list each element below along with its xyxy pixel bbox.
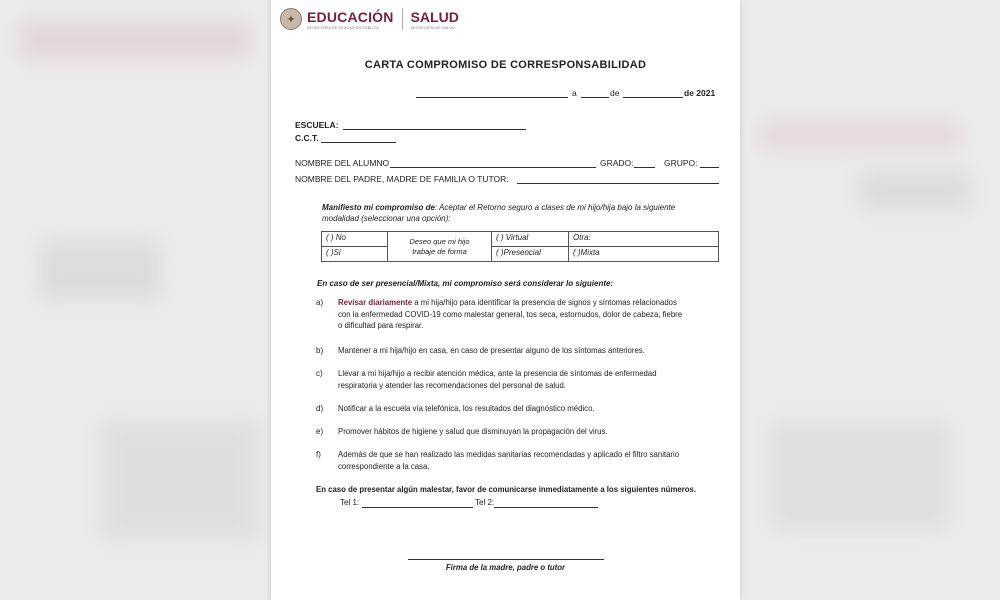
grupo-field[interactable] xyxy=(700,157,719,168)
item-letter: f) xyxy=(316,450,321,459)
item-letter: c) xyxy=(316,369,323,378)
item-highlight: Revisar diariamente xyxy=(338,298,413,307)
item-letter: b) xyxy=(316,346,324,355)
blurred-background-shape xyxy=(40,240,160,300)
manifiesto-rest: : Aceptar el Retorno seguro a clases de mi hijo/hija bajo la siguiente xyxy=(434,203,676,212)
considerar-heading: En caso de ser presencial/Mixta, mi compromiso será considerar lo siguiente: xyxy=(317,279,614,288)
date-a-label: a xyxy=(572,88,577,98)
item-text xyxy=(338,449,723,472)
escuela-field[interactable] xyxy=(343,119,526,130)
list-item xyxy=(271,368,740,392)
item-text-part: a mi hija/hijo para identificar la presencia de signos y síntomas relacionados xyxy=(412,298,677,307)
signature-field[interactable] xyxy=(408,549,604,560)
grado-field[interactable] xyxy=(634,157,655,168)
option-virtual[interactable] xyxy=(492,232,569,247)
grupo-label: GRUPO: xyxy=(664,158,698,168)
item-text-line-2: con la enfermedad COVID-19 como malestar general, tos seca, estornudos, dolor de cabeza, fiebre xyxy=(338,309,683,319)
item-text-line-3: o dificultad para respirar. xyxy=(338,321,424,330)
document-page xyxy=(271,0,740,600)
manifiesto-line-1 xyxy=(322,203,675,212)
document-title: CARTA COMPROMISO DE CORRESPONSABILIDAD xyxy=(364,59,647,71)
deseo-line-1: Deseo que mi hijo xyxy=(409,236,470,246)
blurred-background-shape xyxy=(770,420,950,530)
tel2-field[interactable] xyxy=(494,497,598,508)
day-field[interactable] xyxy=(581,87,609,98)
brand-divider xyxy=(402,8,403,30)
list-item xyxy=(271,426,740,438)
list-item xyxy=(271,297,740,333)
escuela-label: ESCUELA: xyxy=(295,120,339,130)
header-logos xyxy=(280,8,459,30)
salud-brand xyxy=(411,9,459,30)
tel1-field[interactable] xyxy=(362,497,473,508)
item-text: Promover hábitos de higiene y salud que disminuyan la propagación del virus. xyxy=(338,427,608,436)
item-letter: d) xyxy=(316,404,324,413)
manifiesto-bold: Manifiesto mi compromiso de xyxy=(322,203,435,212)
eagle-seal-icon: ✦ xyxy=(280,8,302,30)
manifiesto-line-2: modalidad (seleccionar una opción): xyxy=(322,214,451,223)
tel1-label: Tel 1: xyxy=(340,498,360,507)
brand-salud: SALUD xyxy=(410,8,459,25)
item-text: Notificar a la escuela vía telefónica, los resultados del diagnóstico médico. xyxy=(338,404,595,413)
item-text-part: Llevar a mi hija/hijo a recibir atención médica, ante la presencia de síntomas de enfermedad xyxy=(338,369,657,378)
option-presencial-label: ( )Presencial xyxy=(496,248,541,257)
cct-field[interactable] xyxy=(321,132,396,143)
cct-label: C.C.T. xyxy=(295,133,319,143)
brand-educacion-sub: SECRETARÍA DE EDUCACIÓN PÚBLICA xyxy=(307,25,379,30)
option-mixta[interactable] xyxy=(569,247,719,262)
modality-options-table xyxy=(321,231,719,262)
option-presencial[interactable] xyxy=(492,247,569,262)
item-text-line-2: respiratoria y atender las recomendaciones del personal de salud. xyxy=(338,380,566,390)
date-de-label: de xyxy=(610,88,620,98)
place-field[interactable] xyxy=(416,87,568,98)
option-otra-label: Otra: xyxy=(573,233,591,242)
date-year-label: de 2021 xyxy=(684,88,716,98)
option-virtual-label: ( ) Virtual xyxy=(496,233,529,242)
tel2-label: Tel 2: xyxy=(475,498,495,507)
blurred-background-shape xyxy=(20,20,250,60)
brand-salud-sub: SECRETARÍA DE SALUD xyxy=(410,25,455,30)
padre-field[interactable] xyxy=(517,173,719,184)
item-letter: a) xyxy=(316,298,324,307)
education-brand xyxy=(302,9,394,30)
blurred-background-shape xyxy=(860,170,970,210)
deseo-cell xyxy=(388,232,492,262)
option-no-label: ( ) No xyxy=(326,233,346,242)
padre-label: NOMBRE DEL PADRE, MADRE DE FAMILIA O TUTOR: xyxy=(295,174,509,184)
item-letter: e) xyxy=(316,427,324,436)
list-item xyxy=(271,403,740,415)
list-item xyxy=(271,449,740,473)
item-text: Mantener a mi hija/hijo en casa, en caso de presentar alguno de los síntomas anteriores. xyxy=(338,346,645,355)
blurred-background-shape xyxy=(760,120,960,150)
alumno-label: NOMBRE DEL ALUMNO xyxy=(295,158,390,168)
list-item xyxy=(271,345,740,357)
option-no[interactable] xyxy=(322,232,388,247)
item-text xyxy=(338,297,723,332)
option-mixta-label: ( )Mixta xyxy=(573,248,600,257)
grado-label: GRADO: xyxy=(600,158,634,168)
item-text xyxy=(338,368,723,391)
brand-educacion: EDUCACIÓN xyxy=(307,8,394,25)
item-text-part: Además de que se han realizado las medidas sanitarias recomendadas y aplicado el filtro sanitario xyxy=(338,450,680,459)
item-text-line-2: correspondiente a la casa. xyxy=(338,461,430,471)
month-field[interactable] xyxy=(623,87,683,98)
option-si-label: ( )Si xyxy=(326,248,341,257)
deseo-line-2: trabaje de forma xyxy=(412,246,467,256)
option-otra[interactable] xyxy=(569,232,719,247)
malestar-notice: En caso de presentar algún malestar, favor de comunicarse inmediatamente a los siguientes números. xyxy=(316,485,697,494)
option-si[interactable] xyxy=(322,247,388,262)
alumno-field[interactable] xyxy=(390,157,596,168)
blurred-background-shape xyxy=(100,420,260,540)
signature-caption: Firma de la madre, padre o tutor xyxy=(445,563,566,572)
